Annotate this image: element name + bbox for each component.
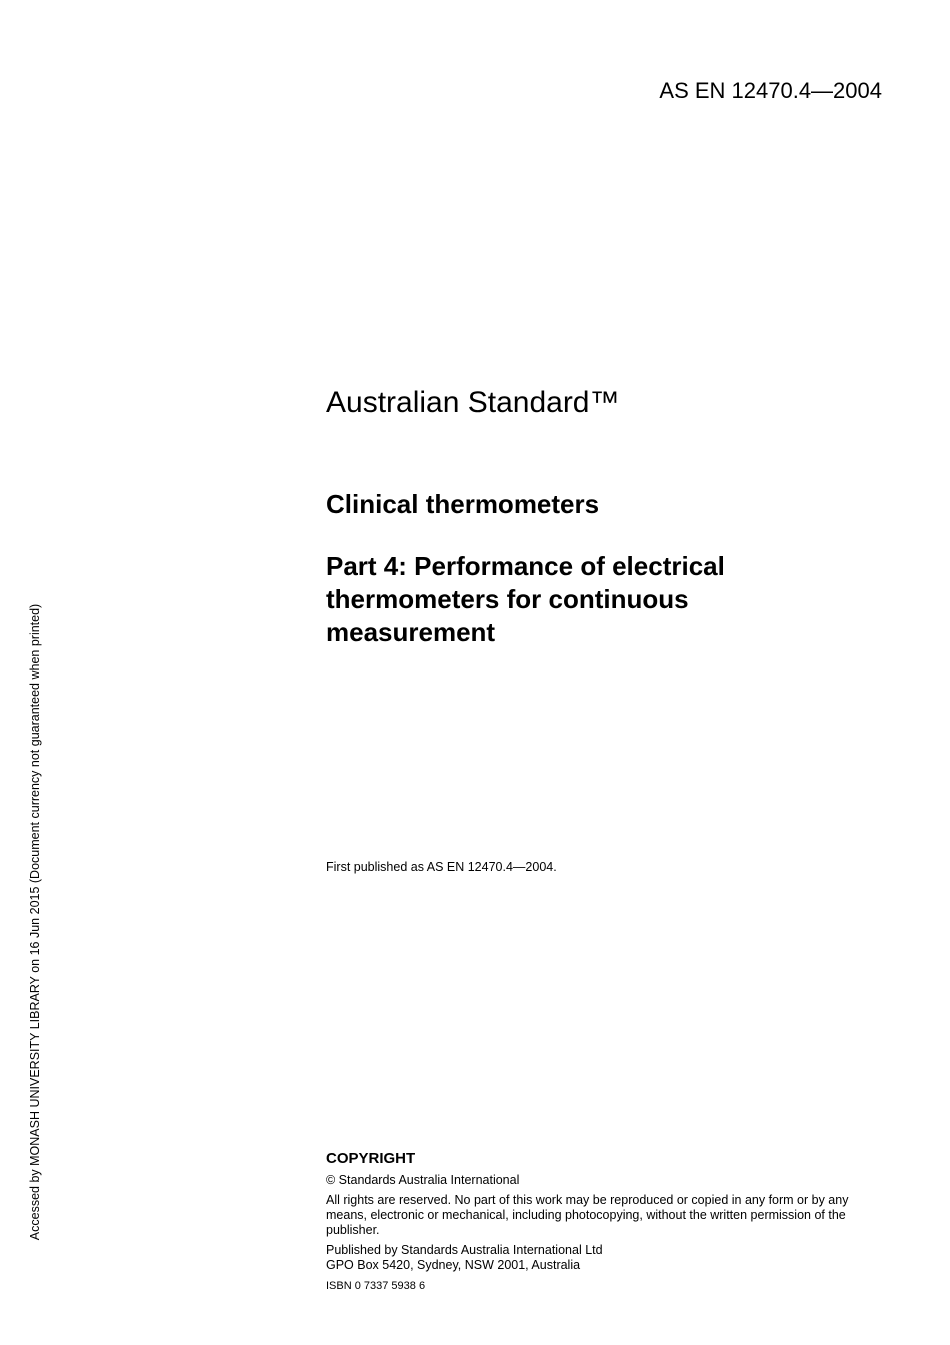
document-subtitle <box>326 550 866 649</box>
document-title: Clinical thermometers <box>326 489 600 519</box>
copyright-rights: All rights are reserved. No part of this work may be reproduced or copied in any form or by any means, electronic or mechanical, including photocopying, without the written permission of the publisher. <box>326 1193 849 1237</box>
publisher-line: GPO Box 5420, Sydney, NSW 2001, Australia <box>326 1258 581 1272</box>
standard-label: Australian Standard™ <box>326 386 620 419</box>
copyright-heading: COPYRIGHT <box>326 1150 416 1167</box>
isbn: ISBN 0 7337 5938 6 <box>326 1280 426 1292</box>
publisher-address <box>326 1243 886 1273</box>
copyright-block <box>326 1149 886 1299</box>
document-number: AS EN 12470.4—2004 <box>659 78 882 103</box>
subtitle-line: thermometers for continuous <box>326 584 689 614</box>
subtitle-line: Part 4: Performance of electrical <box>326 551 725 581</box>
publisher-line: Published by Standards Australia International Ltd <box>326 1243 603 1257</box>
subtitle-line: measurement <box>326 617 496 647</box>
copyright-owner: © Standards Australia International <box>326 1173 520 1187</box>
first-published-note: First published as AS EN 12470.4—2004. <box>326 860 557 874</box>
access-watermark-text: Accessed by MONASH UNIVERSITY LIBRARY on 16 Jun 2015 (Document currency not guaranteed when printed) <box>28 603 42 1241</box>
